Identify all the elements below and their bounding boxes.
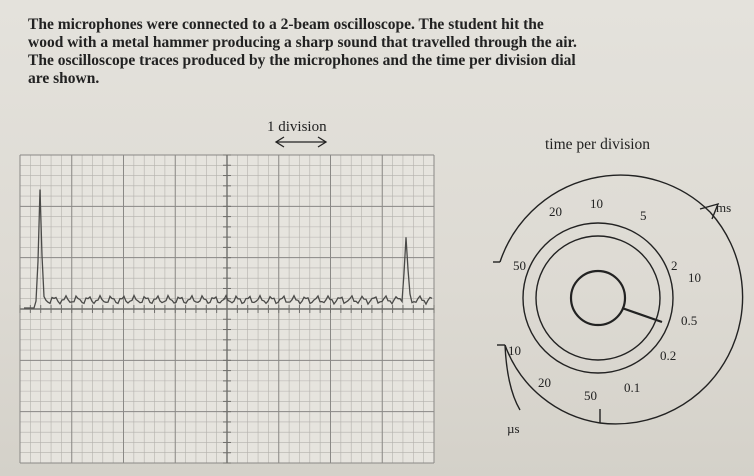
dial-label-0-5ms: 0.5 (681, 313, 698, 328)
paragraph-line-4: are shown. (28, 70, 100, 87)
dial-label-0-1ms: 0.1 (624, 380, 641, 395)
dial-label-20ms: 20 (549, 204, 562, 219)
paragraph-line-1: The microphones were connected to a 2-beam oscilloscope. The student hit the (28, 16, 544, 33)
dial-label-50us: 50 (584, 388, 597, 403)
division-arrow (276, 137, 326, 147)
ms-scale-arc-right (600, 212, 743, 424)
ms-scale-arc (500, 175, 710, 262)
dial-label-2ms: 2 (671, 258, 678, 273)
oscilloscope-screen (20, 155, 434, 463)
paragraph-line-2: wood with a metal hammer producing a sharp sound that travelled through the air. (28, 34, 577, 51)
paragraph-line-3: The oscilloscope traces produced by the microphones and the time per division dial (28, 52, 576, 69)
dial-label-1ms: 10 (688, 270, 701, 285)
dial-label-0-2ms: 0.2 (660, 348, 677, 363)
us-unit-label: µs (507, 421, 520, 436)
dial-pointer (622, 308, 662, 322)
dial-label-10us: 10 (508, 343, 521, 358)
time-per-division-title: time per division (545, 136, 651, 153)
dial-label-5ms: 5 (640, 208, 647, 223)
dial-label-10ms: 10 (590, 196, 603, 211)
dial-knob-ring (536, 236, 660, 360)
dial-label-20us: 20 (538, 375, 551, 390)
dial-knob (571, 271, 625, 325)
division-label: 1 division (267, 119, 327, 135)
dial-label-50ms: 50 (513, 258, 526, 273)
dial-ring (523, 223, 673, 373)
ms-unit-label: ms (716, 200, 732, 215)
time-per-division-dial (493, 175, 743, 424)
